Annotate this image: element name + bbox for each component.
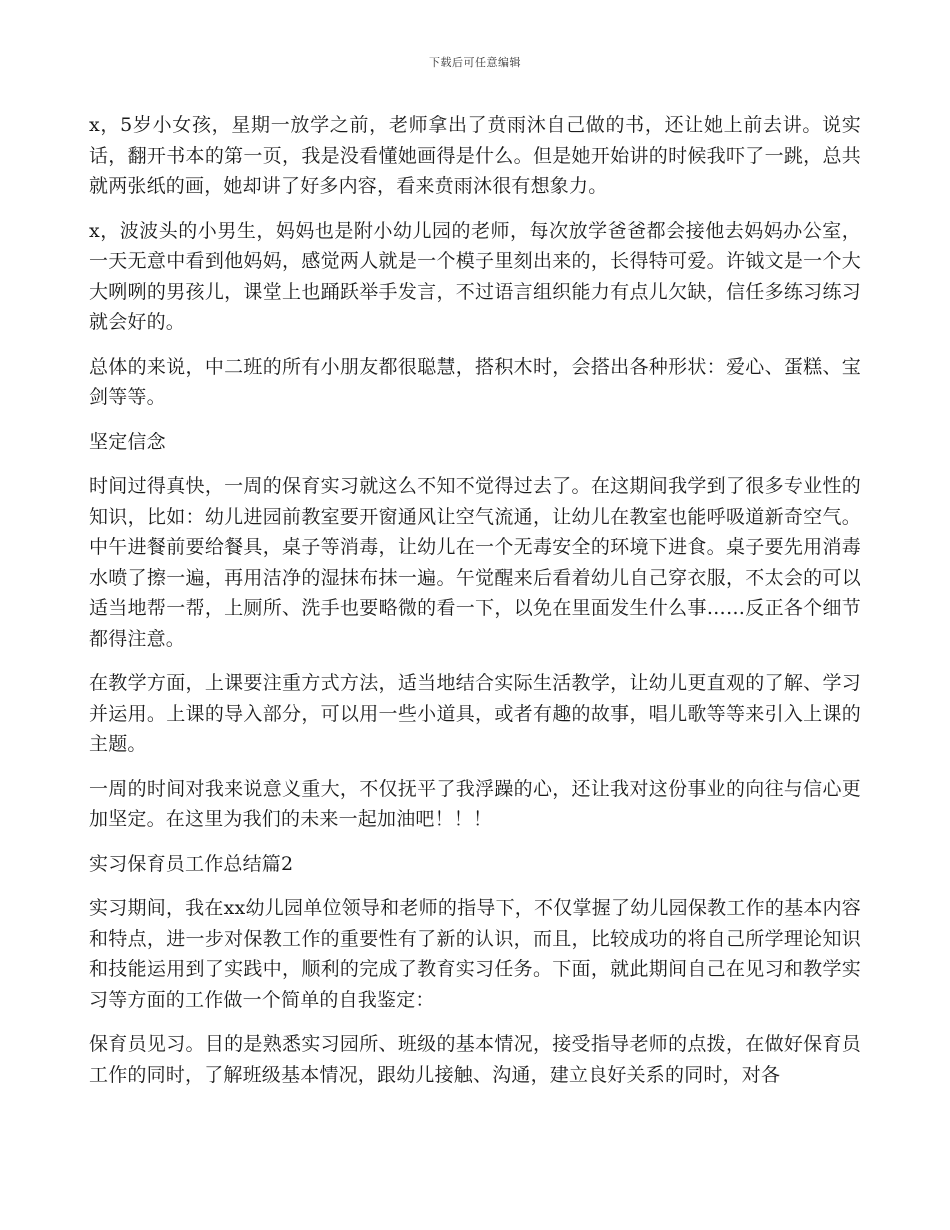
paragraph-8: 保育员见习。目的是熟悉实习园所、班级的基本情况，接受指导老师的点拨，在做好保育员工作的同时，了解班级基本情况，跟幼儿接触、沟通，建立良好关系的同时，对各 (89, 1033, 861, 1086)
paragraph-1: x，5岁小女孩，星期一放学之前，老师拿出了贲雨沐自己做的书，还让她上前去讲。说实话，翻开书本的第一页，我是没看懂她画得是什么。但是她开始讲的时候我吓了一跳，总共就两张纸的画，她却讲了好多内容，看来贲雨沐很有想象力。 (89, 114, 861, 197)
paragraph-6: 一周的时间对我来说意义重大，不仅抚平了我浮躁的心，还让我对这份事业的向往与信心更加坚定。在这里为我们的未来一起加油吧！！！ (89, 777, 861, 830)
paragraph-7: 实习期间，我在xx幼儿园单位领导和老师的指导下，不仅掌握了幼儿园保教工作的基本内容和特点，进一步对保教工作的重要性有了新的认识，而且，比较成功的将自己所学理论知识和技能运用到了实践中，顺利的完成了教育实习任务。下面，就此期间自己在见习和教学实习等方面的工作做一个简单的自我鉴定： (89, 897, 861, 1011)
page-header: 下载后可任意编辑 (429, 56, 521, 69)
document-body (89, 110, 861, 1104)
paragraph-3: 总体的来说，中二班的所有小朋友都很聪慧，搭积木时，会搭出各种形状：爱心、蛋糕、宝剑等等。 (89, 355, 861, 408)
paragraph-2: x，波波头的小男生，妈妈也是附小幼儿园的老师，每次放学爸爸都会接他去妈妈办公室，一天无意中看到他妈妈，感觉两人就是一个模子里刻出来的，长得特可爱。许钺文是一个大大咧咧的男孩儿，课堂上也踊跃举手发言，不过语言组织能力有点儿欠缺，信任多练习练习就会好的。 (89, 219, 861, 333)
paragraph-4: 时间过得真快，一周的保育实习就这么不知不觉得过去了。在这期间我学到了很多专业性的知识，比如：幼儿进园前教室要开窗通风让空气流通，让幼儿在教室也能呼吸道新奇空气。中午进餐前要给餐具，桌子等消毒，让幼儿在一个无毒安全的环境下进食。桌子要先用消毒水喷了擦一遍，再用洁净的湿抹布抹一遍。午觉醒来后看着幼儿自己穿衣服，不太会的可以适当地帮一帮，上厕所、洗手也要略微的看一下，以免在里面发生什么事……反正各个细节都得注意。 (89, 475, 861, 650)
paragraph-5: 在教学方面，上课要注重方式方法，适当地结合实际生活教学，让幼儿更直观的了解、学习并运用。上课的导入部分，可以用一些小道具，或者有趣的故事，唱儿歌等等来引入上课的主题。 (89, 672, 861, 755)
section-heading-firm-belief: 坚定信念 (89, 430, 166, 453)
section-heading-summary-2: 实习保育员工作总结篇2 (89, 852, 294, 875)
